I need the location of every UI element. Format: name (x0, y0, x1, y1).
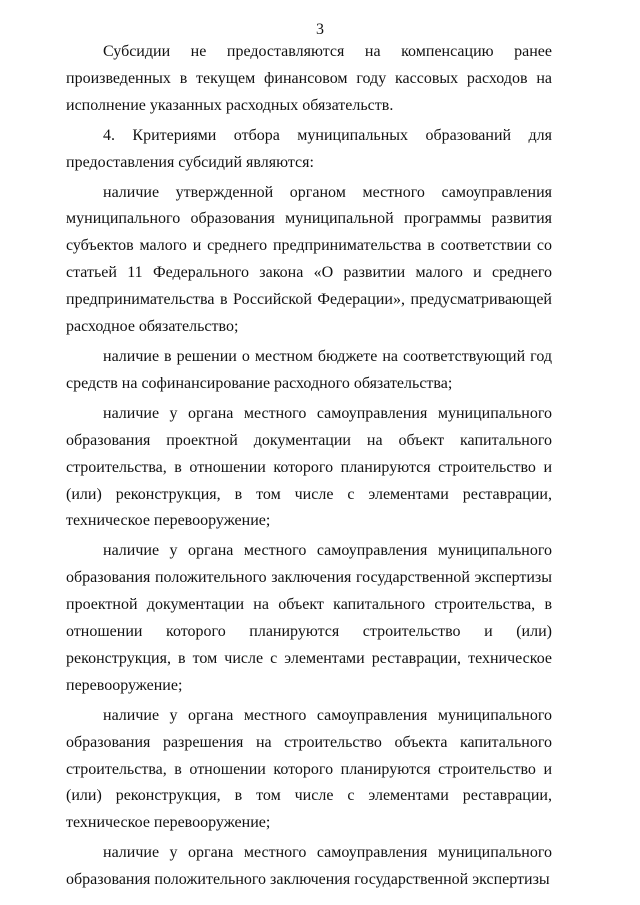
paragraph-criterion-program: наличие утвержденной органом местного самоуправления муниципального образования муниципальной программы развития субъектов малого и среднего предпринимательства в соответствии со статьей 11 Федерального закона «О развитии малого и среднего предпринимательства в Российской Федерации», предусматривающей расходное обязательство; (66, 183, 552, 336)
paragraph-criterion-permit: наличие у органа местного самоуправления муниципального образования разрешения на строительство объекта капитального строительства, в отношении которого планируются строительство и (или) реконструкция, в том числе с элементами реставрации, техническое перевооружение; (66, 706, 552, 832)
document-body (66, 39, 552, 895)
paragraph-selection-criteria: 4. Критериями отбора муниципальных образований для предоставления субсидий являются: (66, 126, 552, 171)
paragraph-criterion-project-docs: наличие у органа местного самоуправления муниципального образования проектной документации на объект капитального строительства, в отношении которого планируются строительство и (или) реконструкция, в том числе с элементами реставрации, техническое перевооружение; (66, 404, 552, 530)
paragraph-criterion-expertise: наличие у органа местного самоуправления муниципального образования положительного заключения государственной экспертизы проектной документации на объект капитального строительства, в отношении которого планируются строительство и (или) реконструкция, в том числе с элементами реставрации, техническое перевооружение; (66, 542, 552, 694)
paragraph-criterion-expertise-continued: наличие у органа местного самоуправления муниципального образования положительного заключения государственной экспертизы (66, 844, 552, 889)
paragraph-subsidies-not-provided: Субсидии не предоставляются на компенсацию ранее произведенных в текущем финансовом году кассовых расходов на исполнение указанных расходных обязательств. (66, 43, 552, 114)
page-number: 3 (316, 21, 324, 38)
paragraph-criterion-budget: наличие в решении о местном бюджете на соответствующий год средств на софинансирование расходного обязательства; (66, 347, 552, 392)
